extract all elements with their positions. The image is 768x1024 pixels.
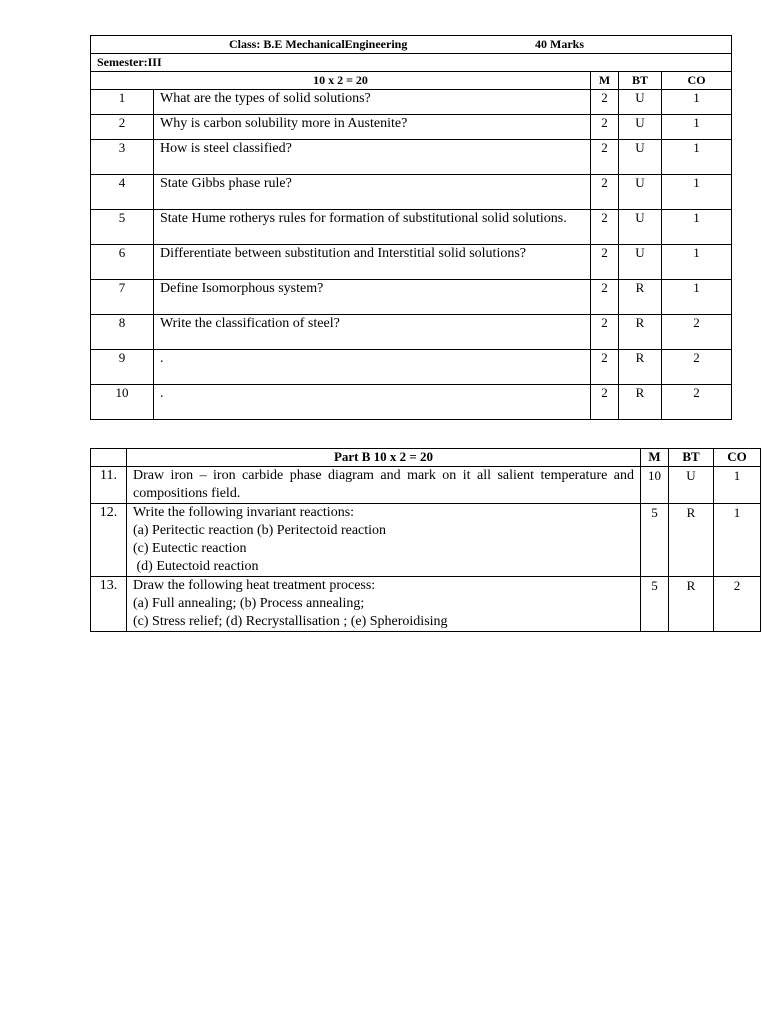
- co-value: 1: [714, 504, 761, 577]
- bt-value: U: [619, 140, 662, 175]
- co-value: 1: [662, 175, 732, 210]
- col-m-header: M: [591, 72, 619, 90]
- marks-value: 2: [591, 350, 619, 385]
- question-line: Draw iron – iron carbide phase diagram and mark on it all salient temperature and compositions field.: [133, 468, 638, 501]
- question-line: Draw the following heat treatment process:: [133, 578, 376, 593]
- question-text: [127, 504, 641, 577]
- marks-value: 2: [591, 175, 619, 210]
- semester-label: Semester:III: [91, 54, 732, 72]
- bt-value: U: [619, 175, 662, 210]
- question-number: 8: [91, 315, 154, 350]
- question-line: (c) Stress relief; (d) Recrystallisation ; (e) Spheroidising: [133, 614, 448, 629]
- bt-value: U: [619, 245, 662, 280]
- question-text: State Gibbs phase rule?: [154, 175, 591, 210]
- bt-value: U: [669, 467, 714, 504]
- question-text: What are the types of solid solutions?: [154, 90, 591, 115]
- question-row: [91, 245, 732, 280]
- question-number: 2: [91, 115, 154, 140]
- question-text: [127, 467, 641, 504]
- bt-value: R: [619, 385, 662, 420]
- question-text: .: [154, 350, 591, 385]
- question-line: (c) Eutectic reaction: [133, 541, 247, 556]
- part-b-col-co-header: CO: [714, 449, 761, 467]
- part-b-title: Part B 10 x 2 = 20: [127, 449, 641, 467]
- col-bt-header: BT: [619, 72, 662, 90]
- co-value: 1: [662, 280, 732, 315]
- question-number: 5: [91, 210, 154, 245]
- marks-value: 2: [591, 315, 619, 350]
- question-number: 6: [91, 245, 154, 280]
- co-value: 2: [662, 350, 732, 385]
- question-row: [91, 280, 732, 315]
- marks-value: 5: [641, 504, 669, 577]
- question-number: 12.: [91, 504, 127, 577]
- marks-value: 2: [591, 385, 619, 420]
- question-line: (d) Eutectoid reaction: [133, 559, 259, 574]
- marks-value: 2: [591, 245, 619, 280]
- co-value: 1: [662, 115, 732, 140]
- question-row: [91, 385, 732, 420]
- question-number: 9: [91, 350, 154, 385]
- question-text: Define Isomorphous system?: [154, 280, 591, 315]
- marks-value: 2: [591, 115, 619, 140]
- question-row: [91, 115, 732, 140]
- bt-value: U: [619, 115, 662, 140]
- question-text: .: [154, 385, 591, 420]
- col-co-header: CO: [662, 72, 732, 90]
- part-b-table: [90, 448, 761, 632]
- class-header-cell: [91, 36, 732, 54]
- marks-label: 40 Marks: [535, 37, 584, 51]
- bt-value: R: [669, 577, 714, 632]
- class-header-row: [91, 36, 732, 54]
- question-text: Why is carbon solubility more in Austenite?: [154, 115, 591, 140]
- question-text: [127, 577, 641, 632]
- question-row: [91, 315, 732, 350]
- question-number: 10: [91, 385, 154, 420]
- co-value: 1: [662, 210, 732, 245]
- class-label: Class: B.E MechanicalEngineering: [229, 37, 408, 51]
- marks-value: 2: [591, 140, 619, 175]
- question-text: How is steel classified?: [154, 140, 591, 175]
- bt-value: R: [669, 504, 714, 577]
- part-a-table: [90, 35, 732, 420]
- co-value: 2: [714, 577, 761, 632]
- question-number: 11.: [91, 467, 127, 504]
- part-b-no-header: [91, 449, 127, 467]
- question-number: 13.: [91, 577, 127, 632]
- co-value: 2: [662, 385, 732, 420]
- question-line: (a) Full annealing; (b) Process annealing;: [133, 596, 365, 611]
- question-text: Write the classification of steel?: [154, 315, 591, 350]
- marks-value: 10: [641, 467, 669, 504]
- part-b-question-row: [91, 577, 761, 632]
- part-b-col-m-header: M: [641, 449, 669, 467]
- part-b-header-row: [91, 449, 761, 467]
- question-row: [91, 140, 732, 175]
- marks-value: 2: [591, 280, 619, 315]
- bt-value: U: [619, 210, 662, 245]
- marks-value: 2: [591, 90, 619, 115]
- co-value: 2: [662, 315, 732, 350]
- bt-value: R: [619, 280, 662, 315]
- question-row: [91, 210, 732, 245]
- question-row: [91, 175, 732, 210]
- co-value: 1: [662, 245, 732, 280]
- question-number: 7: [91, 280, 154, 315]
- semester-row: [91, 54, 732, 72]
- question-line: Write the following invariant reactions:: [133, 505, 355, 520]
- part-b-col-bt-header: BT: [669, 449, 714, 467]
- question-number: 4: [91, 175, 154, 210]
- question-row: [91, 350, 732, 385]
- bt-value: R: [619, 315, 662, 350]
- question-text: State Hume rotherys rules for formation of substitutional solid solutions.: [154, 210, 591, 245]
- part-a-title: 10 x 2 = 20: [91, 72, 591, 90]
- bt-value: R: [619, 350, 662, 385]
- question-number: 3: [91, 140, 154, 175]
- question-row: [91, 90, 732, 115]
- question-line: (a) Peritectic reaction (b) Peritectoid reaction: [133, 523, 387, 538]
- marks-value: 5: [641, 577, 669, 632]
- marks-value: 2: [591, 210, 619, 245]
- question-text: Differentiate between substitution and Interstitial solid solutions?: [154, 245, 591, 280]
- co-value: 1: [662, 140, 732, 175]
- part-b-question-row: [91, 504, 761, 577]
- part-a-header-row: [91, 72, 732, 90]
- bt-value: U: [619, 90, 662, 115]
- part-b-question-row: [91, 467, 761, 504]
- co-value: 1: [714, 467, 761, 504]
- co-value: 1: [662, 90, 732, 115]
- question-number: 1: [91, 90, 154, 115]
